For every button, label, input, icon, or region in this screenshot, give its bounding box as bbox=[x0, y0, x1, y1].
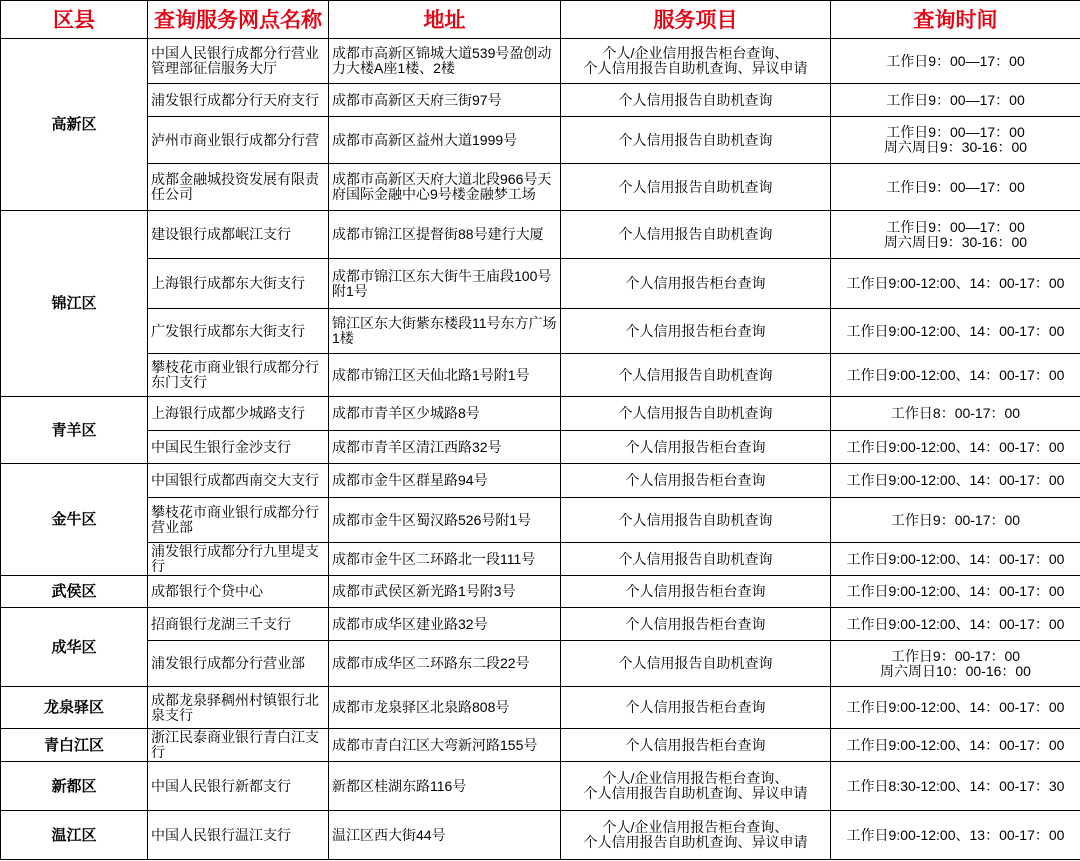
service-line: 个人信用报告自助机查询 bbox=[618, 178, 773, 195]
branch-name-cell: 成都龙泉驿稠州村镇银行北泉支行 bbox=[148, 687, 329, 729]
hours-cell bbox=[831, 397, 1080, 431]
hours-cell bbox=[831, 641, 1080, 687]
service-line: 个人信用报告自助机查询 bbox=[618, 131, 773, 148]
branch-name-cell: 广发银行成都东大街支行 bbox=[148, 309, 329, 354]
service-line: 个人信用报告自助机查询 bbox=[618, 655, 773, 671]
address-cell: 温江区西大街44号 bbox=[329, 811, 561, 860]
hours-cell bbox=[831, 309, 1080, 354]
table-row bbox=[1, 641, 1080, 687]
address-cell: 成都市高新区天府三街97号 bbox=[329, 84, 561, 117]
address-cell: 新都区桂湖东路116号 bbox=[329, 762, 561, 811]
address-cell: 成都市青白江区大弯新河路155号 bbox=[329, 729, 561, 762]
hours-line: 工作日9:00-12:00、14：00-17：00 bbox=[846, 472, 1065, 488]
hours-line: 工作日9:00-12:00、14：00-17：00 bbox=[846, 275, 1065, 291]
hours-line: 工作日9:00-12:00、14：00-17：00 bbox=[846, 322, 1065, 339]
branch-name-cell: 泸州市商业银行成都分行营 bbox=[148, 117, 329, 164]
district-cell: 高新区 bbox=[1, 39, 148, 211]
address-cell: 成都市青羊区少城路8号 bbox=[329, 397, 561, 431]
branch-name-cell: 中国民生银行金沙支行 bbox=[148, 431, 329, 464]
table-row bbox=[1, 687, 1080, 729]
branch-name-cell: 成都金融城投资发展有限责任公司 bbox=[148, 164, 329, 211]
hours-cell bbox=[831, 117, 1080, 164]
district-cell: 金牛区 bbox=[1, 464, 148, 576]
service-line: 个人信用报告柜台查询 bbox=[625, 736, 766, 753]
branch-name-cell: 浦发银行成都分行九里堤支行 bbox=[148, 543, 329, 576]
branch-name-cell: 建设银行成都岷江支行 bbox=[148, 211, 329, 259]
hours-line: 周六周日9：30-16：00 bbox=[883, 233, 1028, 250]
service-line: 个人信用报告自助机查询、异议申请 bbox=[583, 785, 808, 801]
service-line: 个人信用报告自助机查询 bbox=[618, 91, 773, 108]
branch-name-cell: 中国银行成都西南交大支行 bbox=[148, 464, 329, 498]
address-cell: 成都市高新区锦城大道539号盈创动力大楼A座1楼、2楼 bbox=[329, 39, 561, 84]
branch-name-cell: 中国人民银行温江支行 bbox=[148, 811, 329, 860]
hours-line: 工作日9:00-12:00、14：00-17：00 bbox=[846, 366, 1065, 383]
service-cell bbox=[561, 608, 831, 641]
table-row bbox=[1, 84, 1080, 117]
service-cell bbox=[561, 498, 831, 543]
branch-name-cell: 浙江民泰商业银行青白江支行 bbox=[148, 729, 329, 762]
table-header bbox=[1, 1, 1080, 39]
hours-cell bbox=[831, 543, 1080, 576]
hours-cell bbox=[831, 354, 1080, 397]
service-cell bbox=[561, 576, 831, 608]
hours-cell bbox=[831, 811, 1080, 860]
service-cell bbox=[561, 641, 831, 687]
header-service: 服务项目 bbox=[561, 1, 831, 39]
service-line: 个人信用报告柜台查询 bbox=[625, 438, 766, 455]
table-row bbox=[1, 608, 1080, 641]
table-row bbox=[1, 576, 1080, 608]
hours-cell bbox=[831, 431, 1080, 464]
hours-line: 工作日9：00—17：00 bbox=[886, 91, 1025, 108]
hours-cell bbox=[831, 762, 1080, 811]
header-row bbox=[1, 1, 1080, 39]
district-cell: 武侯区 bbox=[1, 576, 148, 608]
district-cell: 龙泉驿区 bbox=[1, 687, 148, 729]
hours-line: 周六周日9：30-16：00 bbox=[883, 139, 1028, 155]
hours-cell bbox=[831, 84, 1080, 117]
service-cell bbox=[561, 811, 831, 860]
service-cell bbox=[561, 117, 831, 164]
branch-name-cell: 招商银行龙湖三千支行 bbox=[148, 608, 329, 641]
table-row bbox=[1, 397, 1080, 431]
hours-line: 工作日9:00-12:00、14：00-17：00 bbox=[846, 699, 1065, 715]
table-row bbox=[1, 543, 1080, 576]
table-row bbox=[1, 309, 1080, 354]
address-cell: 成都市高新区益州大道1999号 bbox=[329, 117, 561, 164]
service-line: 个人信用报告柜台查询 bbox=[625, 615, 766, 632]
hours-cell bbox=[831, 464, 1080, 498]
service-line: 个人信用报告自助机查询、异议申请 bbox=[583, 60, 808, 76]
hours-line: 工作日9:00-12:00、14：00-17：00 bbox=[846, 615, 1065, 632]
district-cell: 青羊区 bbox=[1, 397, 148, 464]
service-cell bbox=[561, 431, 831, 464]
header-address: 地址 bbox=[329, 1, 561, 39]
district-cell: 成华区 bbox=[1, 608, 148, 687]
service-cell bbox=[561, 762, 831, 811]
address-cell: 成都市金牛区二环路北一段111号 bbox=[329, 543, 561, 576]
service-line: 个人信用报告自助机查询 bbox=[618, 405, 773, 421]
hours-cell bbox=[831, 498, 1080, 543]
branch-name-cell: 浦发银行成都分行天府支行 bbox=[148, 84, 329, 117]
service-cell bbox=[561, 729, 831, 762]
table-row bbox=[1, 354, 1080, 397]
hours-line: 工作日9：00-17：00 bbox=[890, 647, 1021, 664]
hours-line: 工作日9:00-12:00、14：00-17：00 bbox=[846, 438, 1065, 455]
table-row bbox=[1, 464, 1080, 498]
address-cell: 成都市青羊区清江西路32号 bbox=[329, 431, 561, 464]
hours-line: 工作日9：00—17：00 bbox=[886, 178, 1025, 195]
hours-line: 工作日9:00-12:00、14：00-17：00 bbox=[846, 736, 1065, 753]
header-branch-name: 查询服务网点名称 bbox=[148, 1, 329, 39]
service-line: 个人信用报告自助机查询 bbox=[618, 226, 773, 242]
service-line: 个人信用报告自助机查询 bbox=[618, 511, 773, 528]
hours-cell bbox=[831, 576, 1080, 608]
service-line: 个人信用报告柜台查询 bbox=[625, 472, 766, 488]
hours-line: 工作日9:00-12:00、13：00-17：00 bbox=[846, 826, 1065, 843]
service-line: 个人信用报告自助机查询、异议申请 bbox=[583, 834, 808, 850]
hours-line: 工作日9：00-17：00 bbox=[890, 511, 1021, 528]
service-cell bbox=[561, 354, 831, 397]
district-cell: 温江区 bbox=[1, 811, 148, 860]
service-cell bbox=[561, 259, 831, 309]
table-row bbox=[1, 729, 1080, 762]
branch-name-cell: 上海银行成都少城路支行 bbox=[148, 397, 329, 431]
table-row bbox=[1, 164, 1080, 211]
address-cell: 锦江区东大街紫东楼段11号东方广场1楼 bbox=[329, 309, 561, 354]
branch-name-cell: 上海银行成都东大街支行 bbox=[148, 259, 329, 309]
hours-line: 工作日9：00—17：00 bbox=[886, 218, 1025, 235]
service-cell bbox=[561, 164, 831, 211]
service-line: 个人/企业信用报告柜台查询、 bbox=[602, 819, 789, 835]
table-row bbox=[1, 259, 1080, 309]
address-cell: 成都市成华区建业路32号 bbox=[329, 608, 561, 641]
table-row bbox=[1, 431, 1080, 464]
hours-line: 工作日9:00-12:00、14：00-17：00 bbox=[846, 583, 1065, 599]
hours-line: 工作日9：00—17：00 bbox=[886, 124, 1025, 140]
header-district: 区县 bbox=[1, 1, 148, 39]
header-hours: 查询时间 bbox=[831, 1, 1080, 39]
address-cell: 成都市高新区天府大道北段966号天府国际金融中心9号楼金融梦工场 bbox=[329, 164, 561, 211]
hours-line: 工作日9:00-12:00、14：00-17：00 bbox=[846, 550, 1065, 567]
hours-cell bbox=[831, 39, 1080, 84]
table-row bbox=[1, 498, 1080, 543]
address-cell: 成都市锦江区东大街牛王庙段100号附1号 bbox=[329, 259, 561, 309]
branch-name-cell: 攀枝花市商业银行成都分行营业部 bbox=[148, 498, 329, 543]
service-line: 个人信用报告自助机查询 bbox=[618, 366, 773, 383]
district-cell: 锦江区 bbox=[1, 211, 148, 397]
service-line: 个人/企业信用报告柜台查询、 bbox=[602, 770, 789, 786]
branch-name-cell: 中国人民银行成都分行营业管理部征信服务大厅 bbox=[148, 39, 329, 84]
table-body bbox=[1, 39, 1080, 860]
table-row bbox=[1, 117, 1080, 164]
hours-line: 工作日8:30-12:00、14：00-17：30 bbox=[846, 777, 1065, 794]
table-row bbox=[1, 811, 1080, 860]
service-line: 个人信用报告柜台查询 bbox=[625, 583, 766, 599]
address-cell: 成都市金牛区蜀汉路526号附1号 bbox=[329, 498, 561, 543]
service-cell bbox=[561, 211, 831, 259]
service-cell bbox=[561, 39, 831, 84]
hours-cell bbox=[831, 687, 1080, 729]
district-cell: 新都区 bbox=[1, 762, 148, 811]
service-cell bbox=[561, 397, 831, 431]
table-row bbox=[1, 762, 1080, 811]
service-cell bbox=[561, 84, 831, 117]
branch-name-cell: 攀枝花市商业银行成都分行东门支行 bbox=[148, 354, 329, 397]
service-cell bbox=[561, 687, 831, 729]
service-line: 个人/企业信用报告柜台查询、 bbox=[602, 45, 789, 61]
hours-cell bbox=[831, 259, 1080, 309]
table-row bbox=[1, 39, 1080, 84]
address-cell: 成都市锦江区提督街88号建行大厦 bbox=[329, 211, 561, 259]
hours-cell bbox=[831, 608, 1080, 641]
branch-name-cell: 中国人民银行新都支行 bbox=[148, 762, 329, 811]
hours-line: 周六周日10：00-16：00 bbox=[880, 662, 1031, 679]
hours-cell bbox=[831, 164, 1080, 211]
address-cell: 成都市成华区二环路东二段22号 bbox=[329, 641, 561, 687]
service-line: 个人信用报告柜台查询 bbox=[625, 275, 766, 291]
address-cell: 成都市锦江区天仙北路1号附1号 bbox=[329, 354, 561, 397]
address-cell: 成都市龙泉驿区北泉路808号 bbox=[329, 687, 561, 729]
table-row bbox=[1, 211, 1080, 259]
service-cell bbox=[561, 543, 831, 576]
address-cell: 成都市武侯区新光路1号附3号 bbox=[329, 576, 561, 608]
hours-line: 工作日9：00—17：00 bbox=[886, 52, 1025, 69]
district-cell: 青白江区 bbox=[1, 729, 148, 762]
address-cell: 成都市金牛区群星路94号 bbox=[329, 464, 561, 498]
branch-name-cell: 浦发银行成都分行营业部 bbox=[148, 641, 329, 687]
hours-cell bbox=[831, 211, 1080, 259]
hours-line: 工作日8：00-17：00 bbox=[890, 405, 1021, 421]
service-cell bbox=[561, 464, 831, 498]
service-line: 个人信用报告柜台查询 bbox=[625, 699, 766, 715]
service-cell bbox=[561, 309, 831, 354]
service-line: 个人信用报告柜台查询 bbox=[625, 322, 766, 339]
service-line: 个人信用报告自助机查询 bbox=[618, 550, 773, 567]
branch-name-cell: 成都银行个贷中心 bbox=[148, 576, 329, 608]
hours-cell bbox=[831, 729, 1080, 762]
